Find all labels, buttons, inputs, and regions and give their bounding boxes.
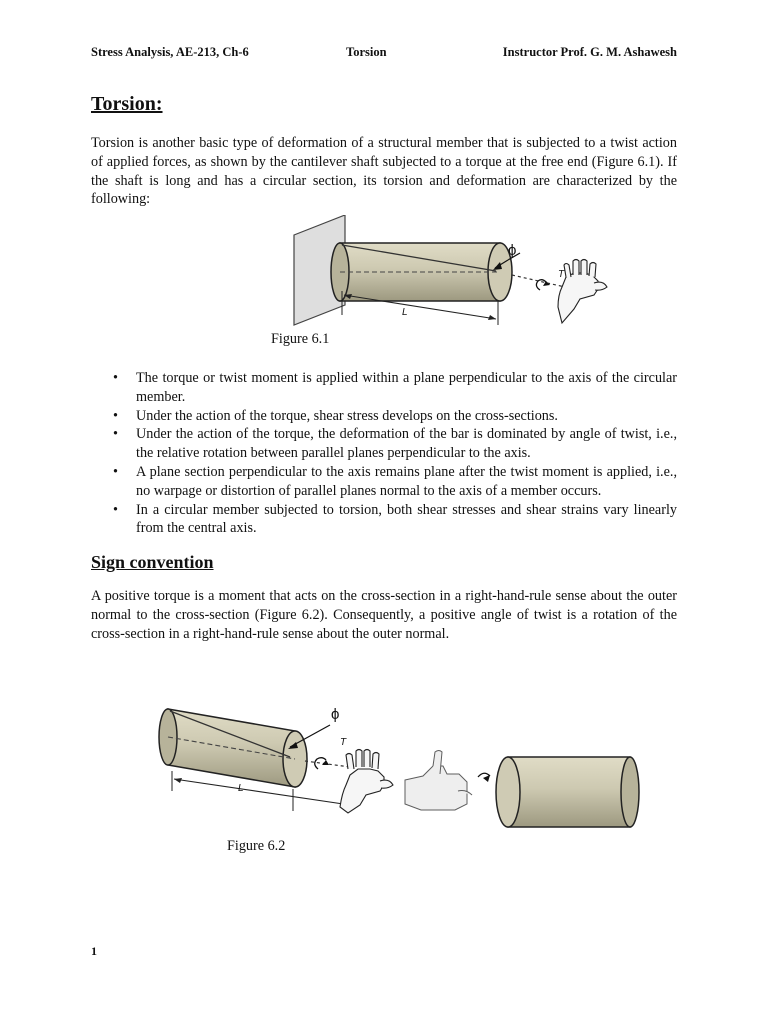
bullet-item: • Under the action of the torque, shear stress develops on the cross-sections. <box>91 407 677 426</box>
sign-paragraph: A positive torque is a moment that acts on the cross-section in a right-hand-rule sense about the outer normal to the cross-section (Figure 6.2). Consequently, a positive angle of twist is a rotation of the cross-section in a right-hand-rule sense about the outer normal. <box>91 588 677 642</box>
right-shaft-end-face <box>496 757 520 827</box>
header-topic: Torsion <box>346 45 387 59</box>
right-hand-icon <box>340 750 393 814</box>
torque-label: T <box>558 269 565 280</box>
page-number: 1 <box>91 944 97 958</box>
phi-label: ϕ <box>331 706 340 723</box>
figure-6-2-caption: Figure 6.2 <box>227 838 286 854</box>
bullet-list <box>91 369 677 538</box>
right-shaft-body <box>508 757 630 827</box>
bullet-item: • A plane section perpendicular to the axis remains plane after the twist moment is applied, i.e., no warpage or distortion of parallel planes normal to the axis of a member occurs. <box>91 463 677 501</box>
bullet-item: • Under the action of the torque, the deformation of the bar is dominated by angle of twist, i.e., the relative rotation between parallel planes perpendicular to the axis. <box>91 425 677 463</box>
page-title: Torsion: <box>91 93 163 115</box>
right-hand-icon <box>558 260 607 324</box>
header-course: Stress Analysis, AE-213, Ch-6 <box>91 45 249 59</box>
section-heading: Sign convention <box>91 552 214 572</box>
phi-label: ϕ <box>508 242 517 259</box>
bullet-item: • The torque or twist moment is applied within a plane perpendicular to the axis of the circular member. <box>91 369 677 407</box>
page-header <box>91 45 677 63</box>
length-label: L <box>238 783 244 794</box>
length-label: L <box>402 307 408 318</box>
torque-label: T <box>340 737 347 748</box>
figure-6-2 <box>150 695 650 835</box>
bullet-item: • In a circular member subjected to torsion, both shear stresses and shear strains vary linearly from the central axis. <box>91 501 677 539</box>
figure-6-1 <box>290 215 620 330</box>
header-instructor: Instructor Prof. G. M. Ashawesh <box>502 45 677 59</box>
intro-paragraph: Torsion is another basic type of deformation of a structural member that is subjected to a twist action of applied forces, as shown by the cantilever shaft subjected to a torque at the free end (Figure 6.1). If the shaft is long and has a circular section, its torsion and deformation are characterized by the following: <box>91 135 677 208</box>
figure-6-1-caption: Figure 6.1 <box>271 331 330 347</box>
thumb-hand-icon <box>405 751 472 811</box>
